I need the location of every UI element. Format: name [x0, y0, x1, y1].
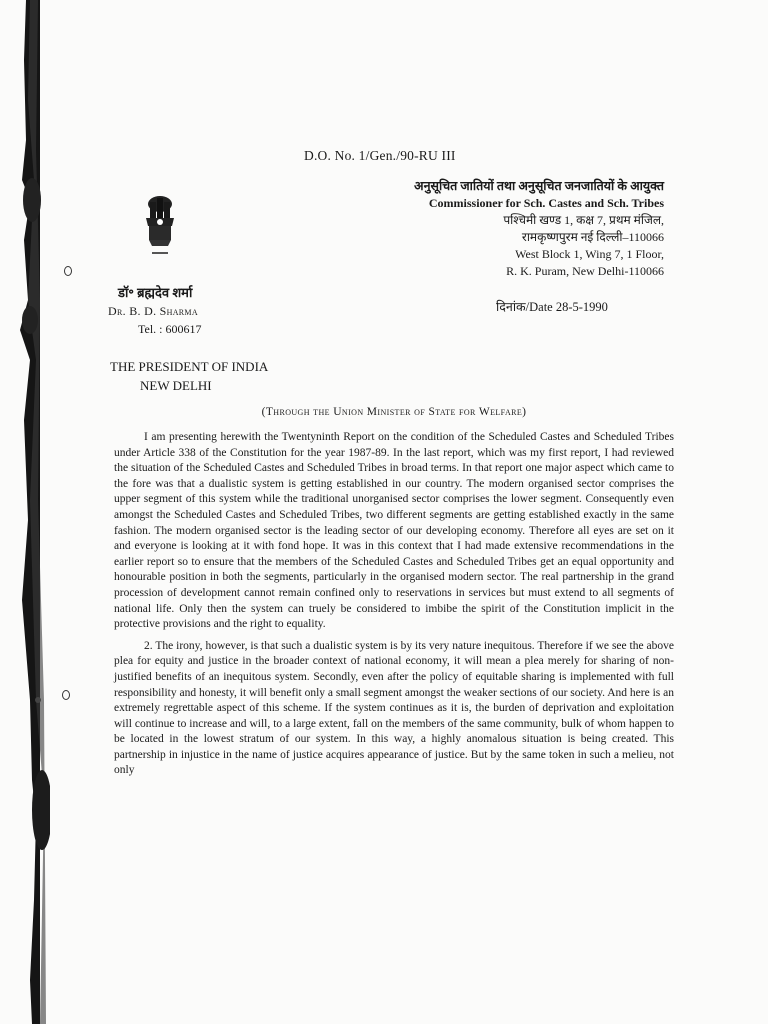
body-paragraph-2: 2. The irony, however, is that such a dualistic system is by its very nature inequitous. Therefore if we see the above plea for equity and justice in the broader context of national economy, it will mean a plea merely for sharing of non-justified benefits of an inequitous system. Secondly, even after the policy of equitable sharing is implemented with full responsibility and honesty, it will benefit only a small segment amongst the weaker sections of our society. And here is an extremely regrettable aspect of this scheme. If the system continues as it is, the burden of deprivation and exploitation will continue to increase and will, to a large extent, fall on the members of the same community, bulk of whom happen to be located in the lowest stratum of our system. In this way, a highly anomalous situation is being created. This partnership in injustice in the name of justice acquires appearance of justice. But by the same token in such a melieu, not only: [114, 639, 674, 777]
office-address-hindi-line2: रामकृष्णपुरम नई दिल्ली–110066: [521, 230, 664, 244]
body-paragraph-1: I am presenting herewith the Twentyninth Report on the condition of the Scheduled Castes and Scheduled Tribes under Article 338 of the Constitution for the year 1987-89. In the last report, which was my first report, I had reviewed the situation of the Scheduled Castes and Scheduled Tribes in broad terms. In that report one major aspect which came to the fore was that a dualistic system is getting established in our country. The modern organised sector comprises the upper segment of this system while the traditional unorganised sector comprises the lower segment. Consequently even amongst the Scheduled Castes and Scheduled Tribes, two different segments are getting established exactly in the same fashion. The modern organised sector is the leading sector of our developing economy. Therefore all eyes are set on it and everyone is looking at it with fond hope. It was in this context that I had made extensive recommendations in the earlier report so to ensure that the members of the Scheduled Castes and Scheduled Tribes get an equal opportunity and honourable position in both the segments, particularly in the organised modern sector. The real partnership in the grand procession of development cannot remain confined only to reservations in services but must extend to all segments of national life. Only then the system can truely be considered to imbibe the spirit of the Constitution implicit in the protective provisions and the right to equality.: [114, 431, 674, 631]
addressee-block: [110, 357, 268, 395]
sender-name-hindi: डॉ॰ ब्रह्मदेव शर्मा: [118, 285, 193, 300]
margin-mark: [62, 690, 70, 700]
scan-binding-edge: [0, 0, 50, 1024]
addressee-line2: NEW DELHI: [140, 378, 212, 393]
through-line: (Through the Union Minister of State for Welfare): [261, 406, 527, 418]
reference-number: D.O. No. 1/Gen./90-RU III: [304, 148, 456, 163]
sender-name: Dr. B. D. Sharma: [108, 304, 198, 318]
office-address-block: [414, 178, 664, 280]
addressee-line1: THE PRESIDENT OF INDIA: [110, 359, 269, 374]
office-title-hindi: अनुसूचित जातियों तथा अनुसूचित जनजातियों के आयुक्त: [414, 179, 664, 193]
letter-body: [114, 430, 674, 785]
sender-block: [108, 284, 202, 338]
margin-mark: [64, 266, 72, 276]
office-address-hindi-line1: पश्चिमी खण्ड 1, कक्ष 7, प्रथम मंजिल,: [503, 213, 664, 227]
sender-telephone: Tel. : 600617: [138, 322, 202, 336]
national-emblem-icon: [140, 192, 180, 260]
office-address-line2: R. K. Puram, New Delhi-110066: [506, 264, 664, 278]
office-address-line1: West Block 1, Wing 7, 1 Floor,: [515, 247, 664, 261]
letter-date: दिनांक/Date 28-5-1990: [496, 300, 608, 314]
office-title: Commissioner for Sch. Castes and Sch. Tribes: [428, 196, 664, 210]
